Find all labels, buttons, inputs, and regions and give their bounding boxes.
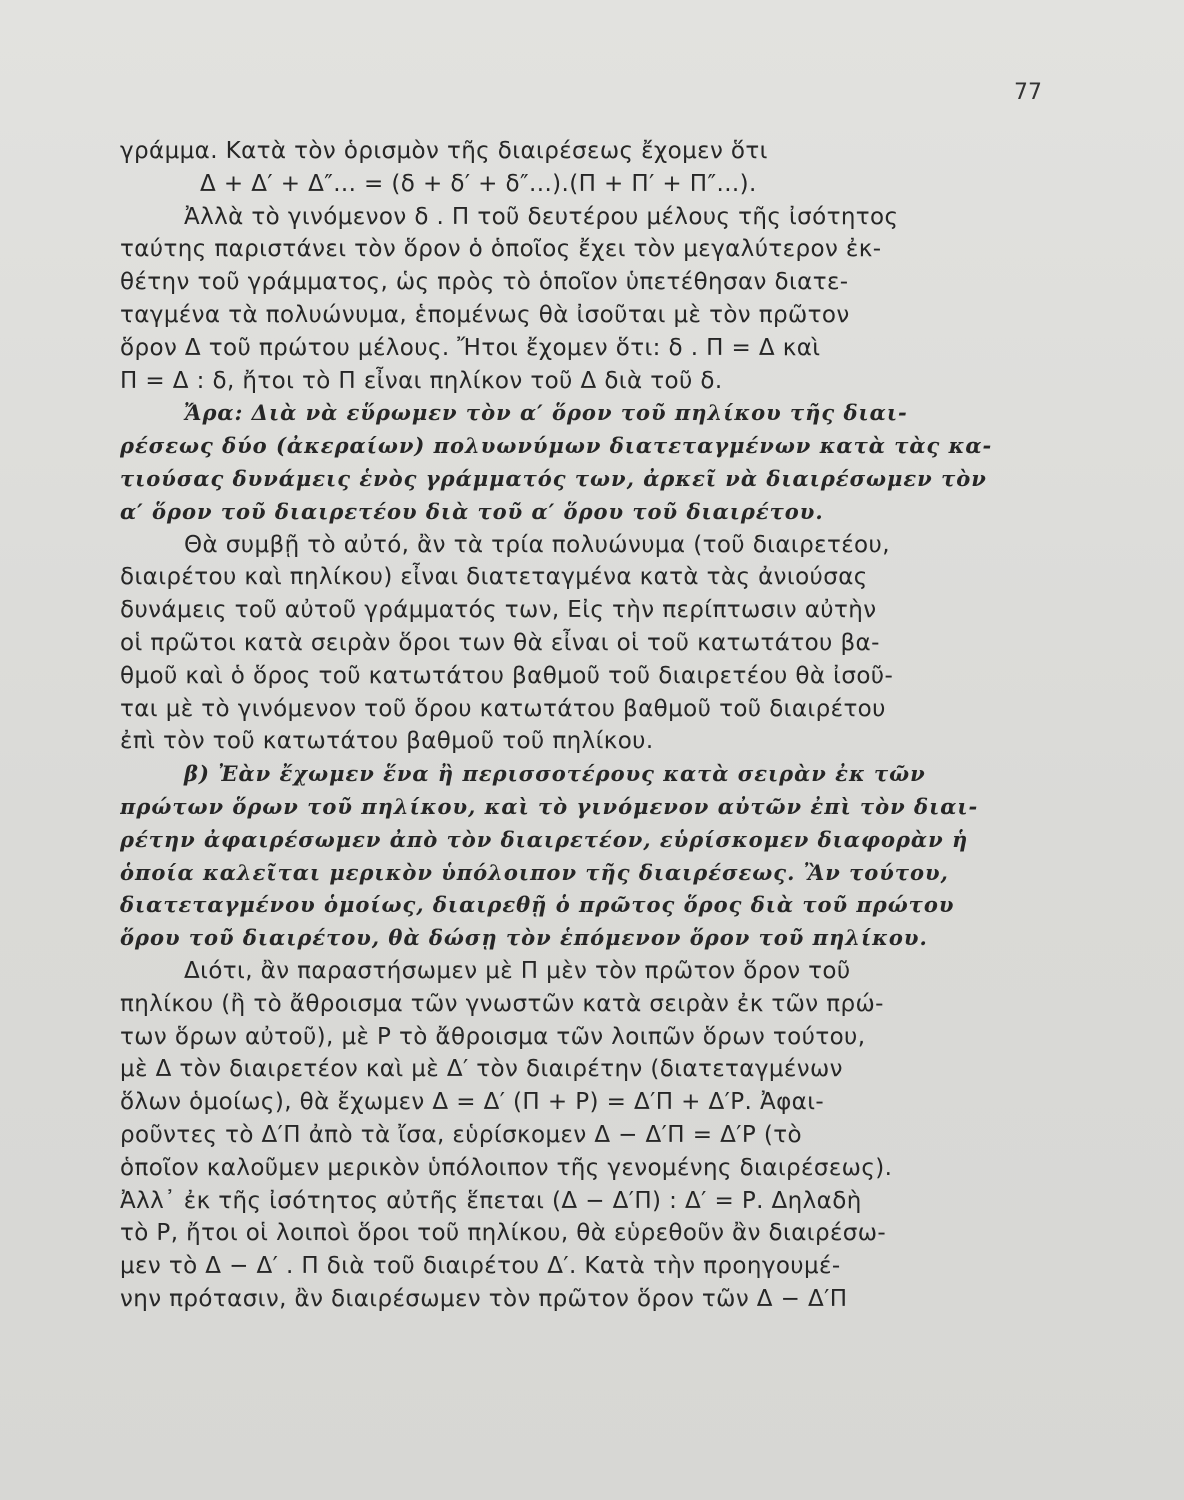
text-line: Π = Δ : δ, ἤτοι τὸ Π εἶναι πηλίκον τοῦ Δ διὰ τοῦ δ. <box>120 367 723 394</box>
body-text <box>120 135 1045 1316</box>
text-line: δυνάμεις τοῦ αὐτοῦ γράμματός των, Εἰς τὴν περίπτωσιν αὐτὴν <box>120 597 877 624</box>
text-line: νην πρότασιν, ἂν διαιρέσωμεν τὸν πρῶτον ὅρον τῶν Δ − Δ′Π <box>120 1285 848 1312</box>
text-line: Θὰ συμβῇ τὸ αὐτό, ἂν τὰ τρία πολυώνυμα (τοῦ διαιρετέου, <box>184 531 890 558</box>
text-line: Ἀλλ᾽ ἐκ τῆς ἰσότητος αὐτῆς ἕπεται (Δ − Δ′Π) : Δ′ = Ρ. Δηλαδὴ <box>120 1187 862 1214</box>
text-line: ὅλων ὁμοίως), θὰ ἔχωμεν Δ = Δ′ (Π + Ρ) = Δ′Π + Δ′Ρ. Ἀφαι- <box>120 1089 825 1116</box>
text-line: πηλίκου (ἢ τὸ ἄθροισμα τῶν γνωστῶν κατὰ σειρὰν ἐκ τῶν πρώ- <box>120 990 884 1017</box>
text-line: γράμμα. Κατὰ τὸν ὁρισμὸν τῆς διαιρέσεως ἔχομεν ὅτι <box>120 138 768 164</box>
text-line: τὸ Ρ, ἤτοι οἱ λοιποὶ ὅροι τοῦ πηλίκου, θὰ εὑρεθοῦν ἂν διαιρέσω- <box>120 1220 887 1247</box>
rule-statement-line: ρέτην ἀφαιρέσωμεν ἀπὸ τὸν διαιρετέον, εὑρίσκομεν διαφορὰν ἡ <box>120 826 969 852</box>
text-line: ται μὲ τὸ γινόμενον τοῦ ὅρου κατωτάτου βαθμοῦ τοῦ διαιρέτου <box>120 695 886 722</box>
rule-statement-line: τιούσας δυνάμεις ἑνὸς γράμματός των, ἀρκεῖ νὰ διαιρέσωμεν τὸν <box>120 465 987 491</box>
text-line: ταγμένα τὰ πολυώνυμα, ἑπομένως θὰ ἰσοῦται μὲ τὸν πρῶτον <box>120 301 850 328</box>
text-line: Ἀλλὰ τὸ γινόμενον δ . Π τοῦ δευτέρου μέλους τῆς ἰσότητος <box>184 203 899 230</box>
page-number: 77 <box>1014 80 1042 105</box>
formula-line: Δ + Δ′ + Δ″... = (δ + δ′ + δ″...).(Π + Π′ + Π″...). <box>200 170 757 197</box>
rule-statement-line: πρώτων ὅρων τοῦ πηλίκου, καὶ τὸ γινόμενον αὐτῶν ἐπὶ τὸν διαι- <box>120 793 979 819</box>
rule-statement-line: ὁποία καλεῖται μερικὸν ὑπόλοιπον τῆς διαιρέσεως. Ἂν τούτου, <box>120 859 949 885</box>
rule-statement-line: διατεταγμένου ὁμοίως, διαιρεθῇ ὁ πρῶτος ὅρος διὰ τοῦ πρώτου <box>120 892 955 918</box>
text-line: των ὅρων αὐτοῦ), μὲ Ρ τὸ ἄθροισμα τῶν λοιπῶν ὅρων τούτου, <box>120 1023 866 1050</box>
text-line: ὅρον Δ τοῦ πρώτου μέλους. Ἤτοι ἔχομεν ὅτι: δ . Π = Δ καὶ <box>120 334 821 361</box>
text-line: μεν τὸ Δ − Δ′ . Π διὰ τοῦ διαιρέτου Δ′. Κατὰ τὴν προηγουμέ- <box>120 1253 841 1280</box>
rule-statement-line: β) Ἐὰν ἔχωμεν ἕνα ἢ περισσοτέρους κατὰ σειρὰν ἐκ τῶν <box>184 761 926 787</box>
text-line: ὁποῖον καλοῦμεν μερικὸν ὑπόλοιπον τῆς γενομένης διαιρέσεως). <box>120 1154 893 1181</box>
text-line: θμοῦ καὶ ὁ ὅρος τοῦ κατωτάτου βαθμοῦ τοῦ διαιρετέου θὰ ἰσοῦ- <box>120 662 894 689</box>
text-line: ροῦντες τὸ Δ′Π ἀπὸ τὰ ἴσα, εὑρίσκομεν Δ − Δ′Π = Δ′Ρ (τὸ <box>120 1121 802 1148</box>
text-line: θέτην τοῦ γράμματος, ὡς πρὸς τὸ ὁποῖον ὑπετέθησαν διατε- <box>120 269 849 296</box>
rule-statement-line: ρέσεως δύο (ἀκεραίων) πολυωνύμων διατεταγμένων κατὰ τὰς κα- <box>120 433 993 459</box>
text-line: μὲ Δ τὸν διαιρετέον καὶ μὲ Δ′ τὸν διαιρέτην (διατεταγμένων <box>120 1056 843 1083</box>
text-line: οἱ πρῶτοι κατὰ σειρὰν ὅροι των θὰ εἶναι οἱ τοῦ κατωτάτου βα- <box>120 629 880 656</box>
text-line: διαιρέτου καὶ πηλίκου) εἶναι διατεταγμένα κατὰ τὰς ἀνιούσας <box>120 564 868 591</box>
rule-statement-line: α′ ὅρον τοῦ διαιρετέου διὰ τοῦ α′ ὅρου τοῦ διαιρέτου. <box>120 498 824 524</box>
text-line: ἐπὶ τὸν τοῦ κατωτάτου βαθμοῦ τοῦ πηλίκου. <box>120 728 654 755</box>
text-line: Διότι, ἂν παραστήσωμεν μὲ Π μὲν τὸν πρῶτον ὅρον τοῦ <box>184 957 851 984</box>
rule-statement-line: ὅρου τοῦ διαιρέτου, θὰ δώσῃ τὸν ἑπόμενον ὅρον τοῦ πηλίκου. <box>120 925 928 951</box>
rule-statement-line: Ἄρα: Διὰ νὰ εὕρωμεν τὸν α′ ὅρον τοῦ πηλίκου τῆς διαι- <box>184 400 908 426</box>
text-line: ταύτης παριστάνει τὸν ὅρον ὁ ὁποῖος ἔχει τὸν μεγαλύτερον ἐκ- <box>120 236 882 263</box>
